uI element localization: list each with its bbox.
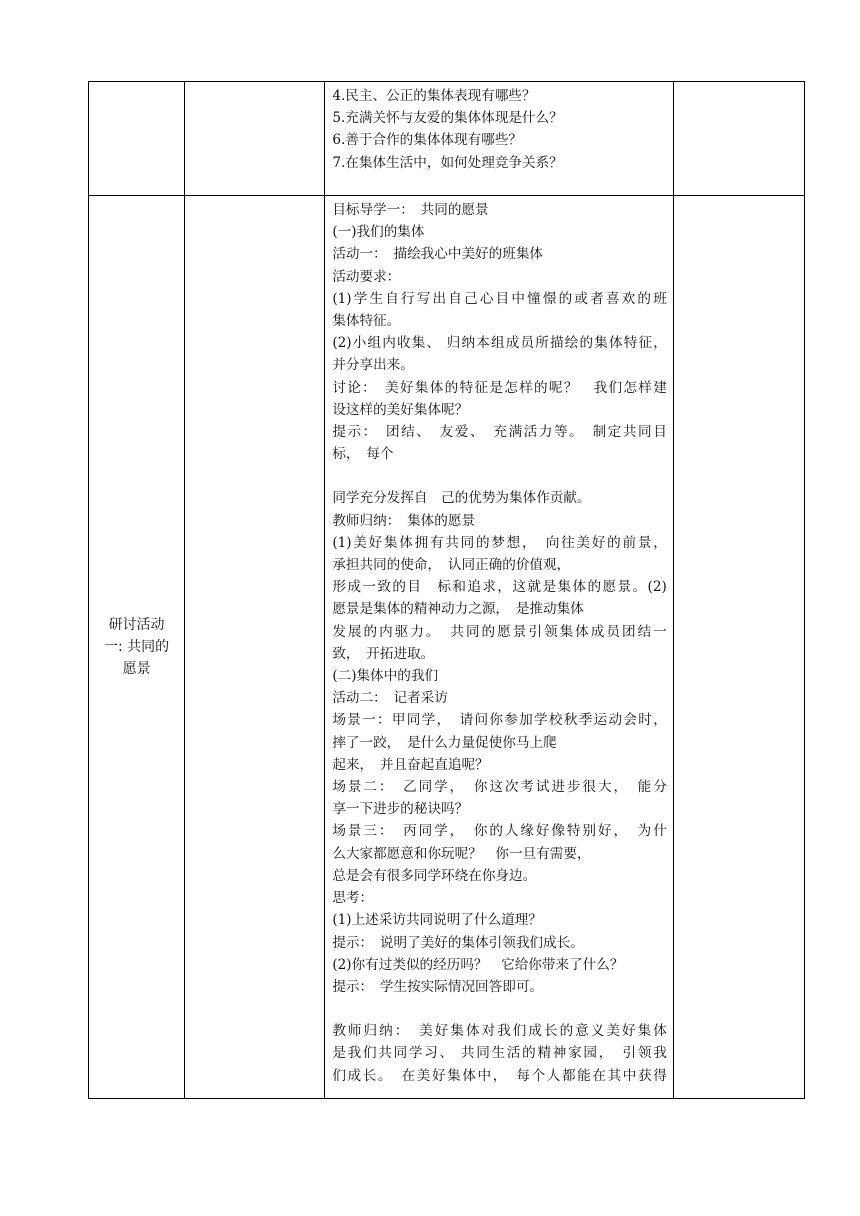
text-line: 6.善于合作的集体体现有哪些？ bbox=[332, 132, 523, 149]
text-line: 同学充分发挥自 己的优势为集体作贡献。 bbox=[332, 490, 591, 507]
text-line: 活动要求： bbox=[332, 268, 401, 285]
text-line: 提示： 学生按实际情况回答即可。 bbox=[332, 978, 544, 995]
text-line: (2)你有过类似的经历吗？ 它给你带来了什么？ bbox=[332, 956, 624, 973]
notes-cell bbox=[673, 82, 804, 196]
text-line: 目标导学一： 共同的愿景 bbox=[332, 202, 489, 218]
text-line: 发展的内驱力。 共同的愿景引领集体成员团结一 bbox=[332, 623, 667, 640]
text-line: 教师归纳： 集体的愿景 bbox=[332, 512, 476, 529]
text-line: 摔了一跤， 是什么力量促使你马上爬 bbox=[332, 734, 557, 751]
text-line: 场景一：甲同学， 请问你参加学校秋季运动会时， bbox=[332, 712, 667, 729]
text-line: 设这样的美好集体呢？ bbox=[332, 401, 469, 418]
text-line: (2)小组内收集、 归纳本组成员所描绘的集体特征， bbox=[332, 335, 667, 352]
activity-label-line: 愿景 bbox=[122, 661, 151, 677]
text-line: 标， 每个 bbox=[332, 446, 394, 463]
text-line: 场景二： 乙同学， 你这次考试进步很大， 能分 bbox=[332, 779, 667, 796]
content-cell bbox=[325, 196, 673, 1099]
label-cell-empty bbox=[89, 82, 185, 196]
table bbox=[88, 81, 805, 1099]
text-line: 提示： 说明了美好的集体引领我们成长。 bbox=[332, 934, 584, 951]
text-line: 是我们共同学习、 共同生活的精神家园， 引领我 bbox=[332, 1045, 667, 1062]
text-line: (1)美好集体拥有共同的梦想， 向往美好的前景， bbox=[332, 534, 667, 551]
text-line: (1)上述采访共同说明了什么道理？ bbox=[332, 912, 542, 929]
blank-cell bbox=[185, 196, 325, 1099]
text-line: 们成长。 在美好集体中， 每个人都能在其中获得 bbox=[332, 1067, 667, 1084]
table-row bbox=[89, 82, 805, 196]
text-line: 么大家都愿意和你玩呢？ 你一旦有需要， bbox=[332, 845, 591, 862]
blank-line bbox=[332, 465, 666, 487]
table-row bbox=[89, 196, 805, 1099]
text-line: (二)集体中的我们 bbox=[332, 668, 439, 685]
text-line: 并分享出来。 bbox=[332, 357, 414, 374]
text-line: 4.民主、公正的集体表现有哪些？ bbox=[332, 88, 536, 104]
text-line: 提示： 团结、 友爱、 充满活力等。 制定共同目 bbox=[332, 424, 667, 441]
label-cell bbox=[89, 196, 185, 1099]
text-line: 致， 开拓进取。 bbox=[332, 645, 435, 662]
text-line: 7.在集体生活中，如何处理竞争关系？ bbox=[332, 154, 563, 171]
text-line: 集体特征。 bbox=[332, 313, 401, 330]
notes-cell bbox=[673, 196, 804, 1099]
row2-text bbox=[325, 196, 672, 1087]
blank-cell bbox=[185, 82, 325, 196]
text-line: 教师归纳： 美好集体对我们成长的意义美好集体 bbox=[332, 1023, 667, 1040]
text-line: (一)我们的集体 bbox=[332, 224, 425, 241]
text-line: 总是会有很多同学环绕在你身边。 bbox=[332, 867, 537, 884]
text-line: 5.充满关怀与友爱的集体体现是什么？ bbox=[332, 110, 563, 127]
text-line: 场景三： 丙同学， 你的人缘好像特别好， 为什 bbox=[332, 823, 667, 840]
text-line: 享一下进步的秘诀吗？ bbox=[332, 801, 469, 818]
text-line: 活动一： 描绘我心中美好的班集体 bbox=[332, 246, 544, 263]
text-line: 思考： bbox=[332, 890, 374, 907]
activity-label-line: 一: 共同的 bbox=[103, 639, 170, 655]
lesson-plan-table bbox=[88, 81, 805, 1099]
text-line: 起来， 并且奋起直追呢？ bbox=[332, 756, 489, 773]
text-line: 讨论： 美好集体的特征是怎样的呢？ 我们怎样建 bbox=[332, 379, 667, 396]
row1-text bbox=[325, 82, 672, 174]
activity-label-line: 研讨活动 bbox=[108, 617, 165, 633]
text-line: (1)学生自行写出自己心目中憧憬的或者喜欢的班 bbox=[332, 290, 667, 307]
content-cell bbox=[325, 82, 673, 196]
text-line: 形成一致的目 标和追求，这就是集体的愿景。(2) bbox=[332, 579, 667, 596]
blank-line bbox=[332, 998, 666, 1020]
text-line: 愿景是集体的精神动力之源， 是推动集体 bbox=[332, 601, 584, 618]
text-line: 活动二： 记者采访 bbox=[332, 690, 448, 707]
text-line: 承担共同的使命， 认同正确的价值观， bbox=[332, 557, 571, 574]
